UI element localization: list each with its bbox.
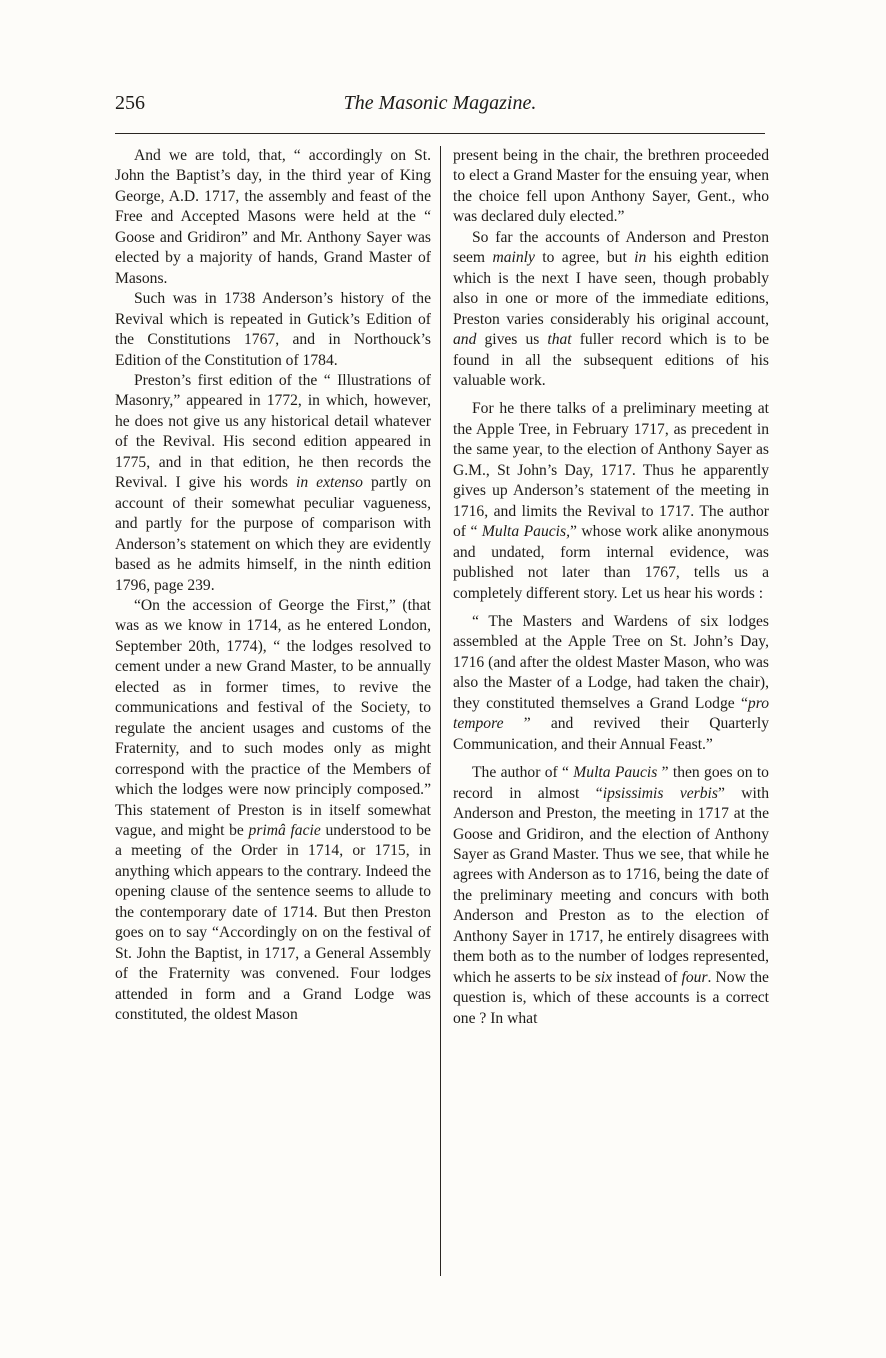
header-rule bbox=[115, 133, 765, 134]
paragraph: Preston’s first edition of the “ Illustrations of Masonry,” appeared in 1772, in which, however, he does not give us any historical detail whatever of the Revival. His second edition appeared in 1775, and in that edition, he then records the Revival. I give his words in extenso partly on account of their somewhat peculiar vagueness, and partly for the purpose of comparison with Anderson’s statement on which they are evidently based as he admits himself, in the ninth edition 1796, page 239. bbox=[115, 371, 431, 594]
paragraph: “ The Masters and Wardens of six lodges assembled at the Apple Tree on St. John’s Day, 1716 (and after the oldest Master Mason, who was also the Master of a Lodge, had taken the chair), they constituted themselves a Grand Lodge “pro tempore ” and revived their Quarterly Communication, and their Annual Feast.” bbox=[453, 612, 769, 753]
paragraph: And we are told, that, “ accordingly on St. John the Baptist’s day, in the third year of King George, A.D. 1717, the assembly and feast of the Free and Accepted Masons were held at the “ Goose and Gridiron” and Mr. Anthony Sayer was elected by a majority of hands, Grand Master of Masons. bbox=[115, 147, 431, 287]
paragraph: “On the accession of George the First,” (that was as we know in 1714, as he entered London, September 20th, 1774), “ the lodges resolved to cement under a new Grand Master, to be annually elected as in former times, to revive the communications and festival of the Society, to regulate the ancient usages and customs of the Fraternity, and to such modes only as might correspond with the practice of the Members of which the lodges were now principly composed.” This statement of Preston is in itself somewhat vague, and might be primâ facie understood to be a meeting of the Order in 1714, or 1715, in anything which appears to the contrary. Indeed the opening clause of the sentence seems to allude to the contemporary date of 1714. But then Preston goes on to say “Accordingly on on the festival of St. John the Baptist, in 1717, a General Assembly of the Fraternity was convened. Four lodges attended in form and a Grand Lodge was constituted, the oldest Mason bbox=[115, 596, 431, 1024]
paragraph: For he there talks of a preliminary meeting at the Apple Tree, in February 1717, as precedent in the same year, to the election of Anthony Sayer as G.M., St John’s Day, 1717. Thus he apparently gives up Anderson’s statement of the meeting in 1716, and limits the Revival to 1717. The author of “ Multa Paucis,” whose work alike anonymous and undated, form internal evidence, was published not later than 1767, tells us a completely different story. Let us hear his words : bbox=[453, 400, 769, 602]
paragraph: So far the accounts of Anderson and Preston seem mainly to agree, but in his eighth edition which is the next I have seen, though probably also in one or more of the immediate editions, Preston varies considerably his original account, and gives us that fuller record which is to be found in all the subsequent editions of his valuable work. bbox=[453, 228, 769, 389]
page-number: 256 bbox=[115, 92, 145, 114]
page-header bbox=[115, 92, 765, 122]
column-divider bbox=[440, 146, 441, 1276]
paragraph: Such was in 1738 Anderson’s history of the Revival which is repeated in Gutick’s Edition of the Constitutions 1767, and in Northouck’s Edition of the Constitution of 1784. bbox=[115, 290, 431, 369]
paragraph: The author of “ Multa Paucis ” then goes on to record in almost “ipsissimis verbis” with Anderson and Preston, the meeting in 1717 at the Goose and Gridiron, and the election of Anthony Sayer as Grand Master. Thus we see, that while he agrees with Anderson as to 1716, being the date of the preliminary meeting and concurs with both Anderson and Preston as to the election of Anthony Sayer in 1717, he entirely disagrees with them both as to the number of lodges represented, which he asserts to be six instead of four. Now the question is, which of these accounts is a correct one ? In what bbox=[453, 764, 770, 1027]
running-title: The Masonic Magazine. bbox=[343, 92, 537, 114]
left-column bbox=[115, 146, 431, 1025]
right-column bbox=[453, 146, 769, 1029]
paragraph: present being in the chair, the brethren proceeded to elect a Grand Master for the ensuing year, when the choice fell upon Anthony Sayer, Gent., who was declared duly elected.” bbox=[453, 147, 769, 226]
